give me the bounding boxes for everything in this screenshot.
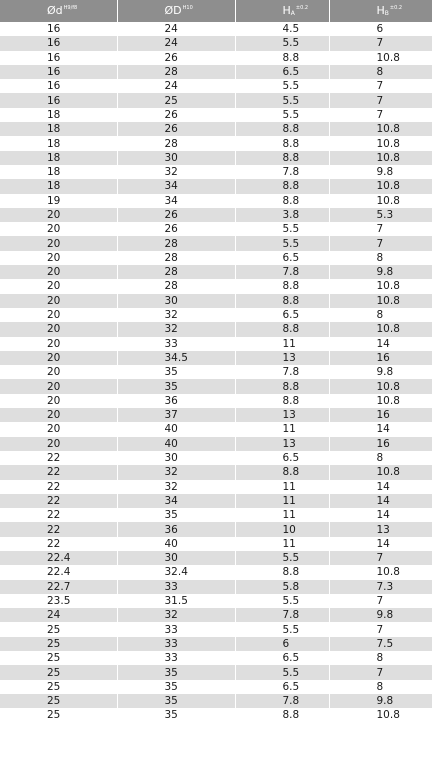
cell-inner-diameter: 22 <box>0 480 117 494</box>
table-row <box>0 508 432 522</box>
cell-outer-diameter: 32 <box>117 322 235 336</box>
cell-height-b: 10.8 <box>329 122 432 136</box>
cell-height-b: 10.8 <box>329 708 432 722</box>
cell-outer-diameter: 37 <box>117 408 235 422</box>
cell-outer-diameter: 36 <box>117 522 235 536</box>
cell-inner-diameter: 16 <box>0 93 117 107</box>
cell-inner-diameter: 25 <box>0 665 117 679</box>
cell-outer-diameter: 28 <box>117 136 235 150</box>
cell-height-b: 10.8 <box>329 151 432 165</box>
header-height-a: $H_A^{\pm 0.2}$ <box>235 0 329 22</box>
table-row <box>0 294 432 308</box>
cell-height-a: 6.5 <box>235 680 329 694</box>
cell-inner-diameter: 25 <box>0 637 117 651</box>
cell-inner-diameter: 22 <box>0 494 117 508</box>
table-row <box>0 637 432 651</box>
cell-height-b: 10.8 <box>329 379 432 393</box>
table-row <box>0 51 432 65</box>
cell-height-a: 8.8 <box>235 194 329 208</box>
cell-outer-diameter: 32 <box>117 165 235 179</box>
cell-height-b: 16 <box>329 351 432 365</box>
cell-inner-diameter: 22 <box>0 451 117 465</box>
cell-outer-diameter: 35 <box>117 665 235 679</box>
cell-outer-diameter: 35 <box>117 708 235 722</box>
cell-height-a: 8.8 <box>235 151 329 165</box>
cell-outer-diameter: 24 <box>117 79 235 93</box>
cell-inner-diameter: 16 <box>0 65 117 79</box>
cell-inner-diameter: 25 <box>0 708 117 722</box>
cell-inner-diameter: 19 <box>0 194 117 208</box>
cell-height-a: 6.5 <box>235 651 329 665</box>
table-row <box>0 680 432 694</box>
cell-height-a: 8.8 <box>235 122 329 136</box>
cell-inner-diameter: 25 <box>0 694 117 708</box>
table-row <box>0 451 432 465</box>
cell-inner-diameter: 22.4 <box>0 565 117 579</box>
cell-height-b: 8 <box>329 651 432 665</box>
cell-height-a: 8.8 <box>235 136 329 150</box>
cell-height-b: 14 <box>329 337 432 351</box>
cell-height-b: 7.5 <box>329 637 432 651</box>
table-row <box>0 408 432 422</box>
table-row <box>0 108 432 122</box>
cell-outer-diameter: 30 <box>117 451 235 465</box>
cell-height-b: 9.8 <box>329 608 432 622</box>
cell-height-b: 8 <box>329 680 432 694</box>
cell-height-b: 6 <box>329 22 432 36</box>
cell-outer-diameter: 40 <box>117 422 235 436</box>
table-row <box>0 251 432 265</box>
cell-inner-diameter: 20 <box>0 408 117 422</box>
table-row <box>0 465 432 479</box>
table-row <box>0 551 432 565</box>
cell-inner-diameter: 20 <box>0 322 117 336</box>
cell-inner-diameter: 20 <box>0 222 117 236</box>
cell-outer-diameter: 28 <box>117 65 235 79</box>
cell-inner-diameter: 22.7 <box>0 580 117 594</box>
cell-height-b: 7 <box>329 36 432 50</box>
cell-height-a: 11 <box>235 422 329 436</box>
cell-height-b: 7 <box>329 665 432 679</box>
cell-inner-diameter: 20 <box>0 337 117 351</box>
table-row <box>0 622 432 636</box>
cell-outer-diameter: 28 <box>117 265 235 279</box>
table-row <box>0 437 432 451</box>
cell-outer-diameter: 26 <box>117 51 235 65</box>
cell-height-a: 5.5 <box>235 665 329 679</box>
cell-height-b: 14 <box>329 508 432 522</box>
table-row <box>0 93 432 107</box>
table-row <box>0 708 432 722</box>
cell-height-a: 5.5 <box>235 108 329 122</box>
cell-outer-diameter: 34 <box>117 179 235 193</box>
cell-height-b: 16 <box>329 437 432 451</box>
cell-outer-diameter: 24 <box>117 36 235 50</box>
cell-outer-diameter: 35 <box>117 508 235 522</box>
table-row <box>0 179 432 193</box>
cell-height-a: 8.8 <box>235 322 329 336</box>
cell-height-a: 5.5 <box>235 36 329 50</box>
cell-height-b: 10.8 <box>329 136 432 150</box>
cell-height-a: 8.8 <box>235 379 329 393</box>
header-outer-diameter: $ØD^{H10}$ <box>117 0 235 22</box>
cell-height-b: 10.8 <box>329 179 432 193</box>
cell-inner-diameter: 20 <box>0 437 117 451</box>
table-row <box>0 365 432 379</box>
cell-height-b: 8 <box>329 65 432 79</box>
cell-height-b: 8 <box>329 308 432 322</box>
cell-outer-diameter: 32 <box>117 608 235 622</box>
cell-inner-diameter: 20 <box>0 251 117 265</box>
table-row <box>0 165 432 179</box>
cell-outer-diameter: 35 <box>117 379 235 393</box>
cell-outer-diameter: 28 <box>117 251 235 265</box>
table-header <box>0 0 432 22</box>
cell-height-b: 10.8 <box>329 565 432 579</box>
cell-height-a: 11 <box>235 508 329 522</box>
table-row <box>0 79 432 93</box>
table-row <box>0 594 432 608</box>
cell-outer-diameter: 32.4 <box>117 565 235 579</box>
cell-outer-diameter: 35 <box>117 680 235 694</box>
cell-outer-diameter: 36 <box>117 394 235 408</box>
cell-inner-diameter: 20 <box>0 379 117 393</box>
cell-height-b: 14 <box>329 422 432 436</box>
cell-height-b: 10.8 <box>329 294 432 308</box>
table-row <box>0 194 432 208</box>
cell-outer-diameter: 33 <box>117 580 235 594</box>
cell-height-a: 8.8 <box>235 179 329 193</box>
table-row <box>0 236 432 250</box>
cell-inner-diameter: 20 <box>0 265 117 279</box>
table-row <box>0 394 432 408</box>
cell-height-a: 13 <box>235 351 329 365</box>
cell-height-b: 7 <box>329 79 432 93</box>
cell-height-b: 10.8 <box>329 465 432 479</box>
cell-outer-diameter: 35 <box>117 694 235 708</box>
table-row <box>0 480 432 494</box>
header-inner-diameter: $Ød^{H9/f8}$ <box>0 0 117 22</box>
cell-outer-diameter: 30 <box>117 551 235 565</box>
cell-outer-diameter: 34 <box>117 494 235 508</box>
cell-height-a: 10 <box>235 522 329 536</box>
cell-inner-diameter: 20 <box>0 351 117 365</box>
cell-outer-diameter: 26 <box>117 208 235 222</box>
cell-inner-diameter: 16 <box>0 22 117 36</box>
cell-height-b: 14 <box>329 537 432 551</box>
cell-inner-diameter: 16 <box>0 36 117 50</box>
table-row <box>0 208 432 222</box>
cell-outer-diameter: 32 <box>117 465 235 479</box>
cell-outer-diameter: 34.5 <box>117 351 235 365</box>
cell-height-a: 6.5 <box>235 251 329 265</box>
cell-height-a: 8.8 <box>235 565 329 579</box>
cell-height-b: 7 <box>329 93 432 107</box>
cell-height-b: 7 <box>329 551 432 565</box>
cell-inner-diameter: 18 <box>0 136 117 150</box>
cell-height-a: 5.5 <box>235 236 329 250</box>
cell-height-a: 3.8 <box>235 208 329 222</box>
cell-height-b: 7 <box>329 236 432 250</box>
cell-height-b: 10.8 <box>329 322 432 336</box>
cell-outer-diameter: 33 <box>117 622 235 636</box>
table-row <box>0 565 432 579</box>
table-row <box>0 36 432 50</box>
cell-height-a: 5.5 <box>235 594 329 608</box>
table-row <box>0 351 432 365</box>
cell-height-a: 5.5 <box>235 622 329 636</box>
cell-inner-diameter: 25 <box>0 622 117 636</box>
cell-height-a: 8.8 <box>235 394 329 408</box>
table-row <box>0 151 432 165</box>
cell-inner-diameter: 18 <box>0 108 117 122</box>
cell-height-b: 10.8 <box>329 394 432 408</box>
cell-height-b: 9.8 <box>329 265 432 279</box>
cell-inner-diameter: 16 <box>0 79 117 93</box>
cell-outer-diameter: 26 <box>117 108 235 122</box>
cell-inner-diameter: 22 <box>0 522 117 536</box>
cell-height-a: 5.5 <box>235 222 329 236</box>
cell-height-a: 5.5 <box>235 79 329 93</box>
cell-outer-diameter: 24 <box>117 22 235 36</box>
table-row <box>0 337 432 351</box>
table-row <box>0 608 432 622</box>
cell-outer-diameter: 32 <box>117 480 235 494</box>
cell-inner-diameter: 20 <box>0 236 117 250</box>
cell-height-a: 7.8 <box>235 165 329 179</box>
table-row <box>0 522 432 536</box>
cell-outer-diameter: 40 <box>117 437 235 451</box>
cell-height-a: 4.5 <box>235 22 329 36</box>
cell-height-b: 10.8 <box>329 51 432 65</box>
table-row <box>0 422 432 436</box>
table-row <box>0 308 432 322</box>
cell-outer-diameter: 32 <box>117 308 235 322</box>
table-row <box>0 665 432 679</box>
cell-height-b: 10.8 <box>329 279 432 293</box>
cell-height-b: 8 <box>329 251 432 265</box>
cell-outer-diameter: 33 <box>117 651 235 665</box>
cell-inner-diameter: 20 <box>0 208 117 222</box>
table-row <box>0 65 432 79</box>
cell-outer-diameter: 31.5 <box>117 594 235 608</box>
cell-height-a: 6.5 <box>235 451 329 465</box>
cell-inner-diameter: 20 <box>0 394 117 408</box>
cell-height-a: 8.8 <box>235 51 329 65</box>
table-row <box>0 279 432 293</box>
cell-height-b: 7 <box>329 622 432 636</box>
cell-inner-diameter: 23.5 <box>0 594 117 608</box>
cell-inner-diameter: 22 <box>0 537 117 551</box>
table-row <box>0 222 432 236</box>
cell-height-a: 6.5 <box>235 308 329 322</box>
cell-inner-diameter: 22.4 <box>0 551 117 565</box>
table-row <box>0 537 432 551</box>
cell-height-b: 7 <box>329 108 432 122</box>
cell-height-a: 7.8 <box>235 365 329 379</box>
cell-inner-diameter: 18 <box>0 179 117 193</box>
cell-height-a: 11 <box>235 337 329 351</box>
cell-inner-diameter: 20 <box>0 365 117 379</box>
cell-inner-diameter: 24 <box>0 608 117 622</box>
cell-height-a: 7.8 <box>235 694 329 708</box>
cell-inner-diameter: 22 <box>0 508 117 522</box>
cell-height-b: 7 <box>329 222 432 236</box>
cell-inner-diameter: 20 <box>0 422 117 436</box>
table-row <box>0 379 432 393</box>
header-height-b: $H_B^{\pm 0.2}$ <box>329 0 432 22</box>
cell-height-b: 7 <box>329 594 432 608</box>
cell-height-a: 13 <box>235 408 329 422</box>
cell-height-b: 8 <box>329 451 432 465</box>
table-row <box>0 580 432 594</box>
cell-height-a: 8.8 <box>235 708 329 722</box>
cell-inner-diameter: 16 <box>0 51 117 65</box>
cell-inner-diameter: 22 <box>0 465 117 479</box>
cell-height-a: 8.8 <box>235 294 329 308</box>
table-row <box>0 136 432 150</box>
cell-outer-diameter: 28 <box>117 279 235 293</box>
table-row <box>0 694 432 708</box>
table-row <box>0 265 432 279</box>
cell-outer-diameter: 34 <box>117 194 235 208</box>
cell-inner-diameter: 25 <box>0 680 117 694</box>
cell-inner-diameter: 18 <box>0 151 117 165</box>
table-row <box>0 322 432 336</box>
cell-height-b: 10.8 <box>329 194 432 208</box>
cell-height-b: 14 <box>329 494 432 508</box>
cell-outer-diameter: 40 <box>117 537 235 551</box>
cell-height-a: 6 <box>235 637 329 651</box>
cell-outer-diameter: 35 <box>117 365 235 379</box>
cell-outer-diameter: 30 <box>117 151 235 165</box>
cell-height-b: 9.8 <box>329 165 432 179</box>
table-row <box>0 651 432 665</box>
cell-inner-diameter: 20 <box>0 279 117 293</box>
cell-height-a: 7.8 <box>235 608 329 622</box>
table-row <box>0 22 432 36</box>
cell-height-a: 8.8 <box>235 279 329 293</box>
cell-height-a: 13 <box>235 437 329 451</box>
cell-height-b: 9.8 <box>329 694 432 708</box>
table-row <box>0 494 432 508</box>
cell-height-b: 16 <box>329 408 432 422</box>
cell-height-b: 14 <box>329 480 432 494</box>
cell-height-b: 5.3 <box>329 208 432 222</box>
cell-height-a: 6.5 <box>235 65 329 79</box>
cell-outer-diameter: 33 <box>117 637 235 651</box>
cell-height-a: 11 <box>235 537 329 551</box>
cell-inner-diameter: 18 <box>0 122 117 136</box>
cell-inner-diameter: 20 <box>0 308 117 322</box>
cell-height-a: 7.8 <box>235 265 329 279</box>
cell-outer-diameter: 30 <box>117 294 235 308</box>
cell-height-b: 7.3 <box>329 580 432 594</box>
cell-height-a: 5.5 <box>235 551 329 565</box>
cell-height-a: 11 <box>235 494 329 508</box>
cell-outer-diameter: 26 <box>117 222 235 236</box>
cell-height-a: 8.8 <box>235 465 329 479</box>
cell-outer-diameter: 33 <box>117 337 235 351</box>
cell-inner-diameter: 25 <box>0 651 117 665</box>
cell-height-a: 5.5 <box>235 93 329 107</box>
cell-height-b: 13 <box>329 522 432 536</box>
table-row <box>0 122 432 136</box>
cell-height-b: 9.8 <box>329 365 432 379</box>
header-row <box>0 0 432 22</box>
table-body <box>0 22 432 723</box>
cell-inner-diameter: 20 <box>0 294 117 308</box>
cell-outer-diameter: 25 <box>117 93 235 107</box>
cell-height-a: 5.8 <box>235 580 329 594</box>
cell-height-a: 11 <box>235 480 329 494</box>
cell-outer-diameter: 26 <box>117 122 235 136</box>
cell-outer-diameter: 28 <box>117 236 235 250</box>
cell-inner-diameter: 18 <box>0 165 117 179</box>
